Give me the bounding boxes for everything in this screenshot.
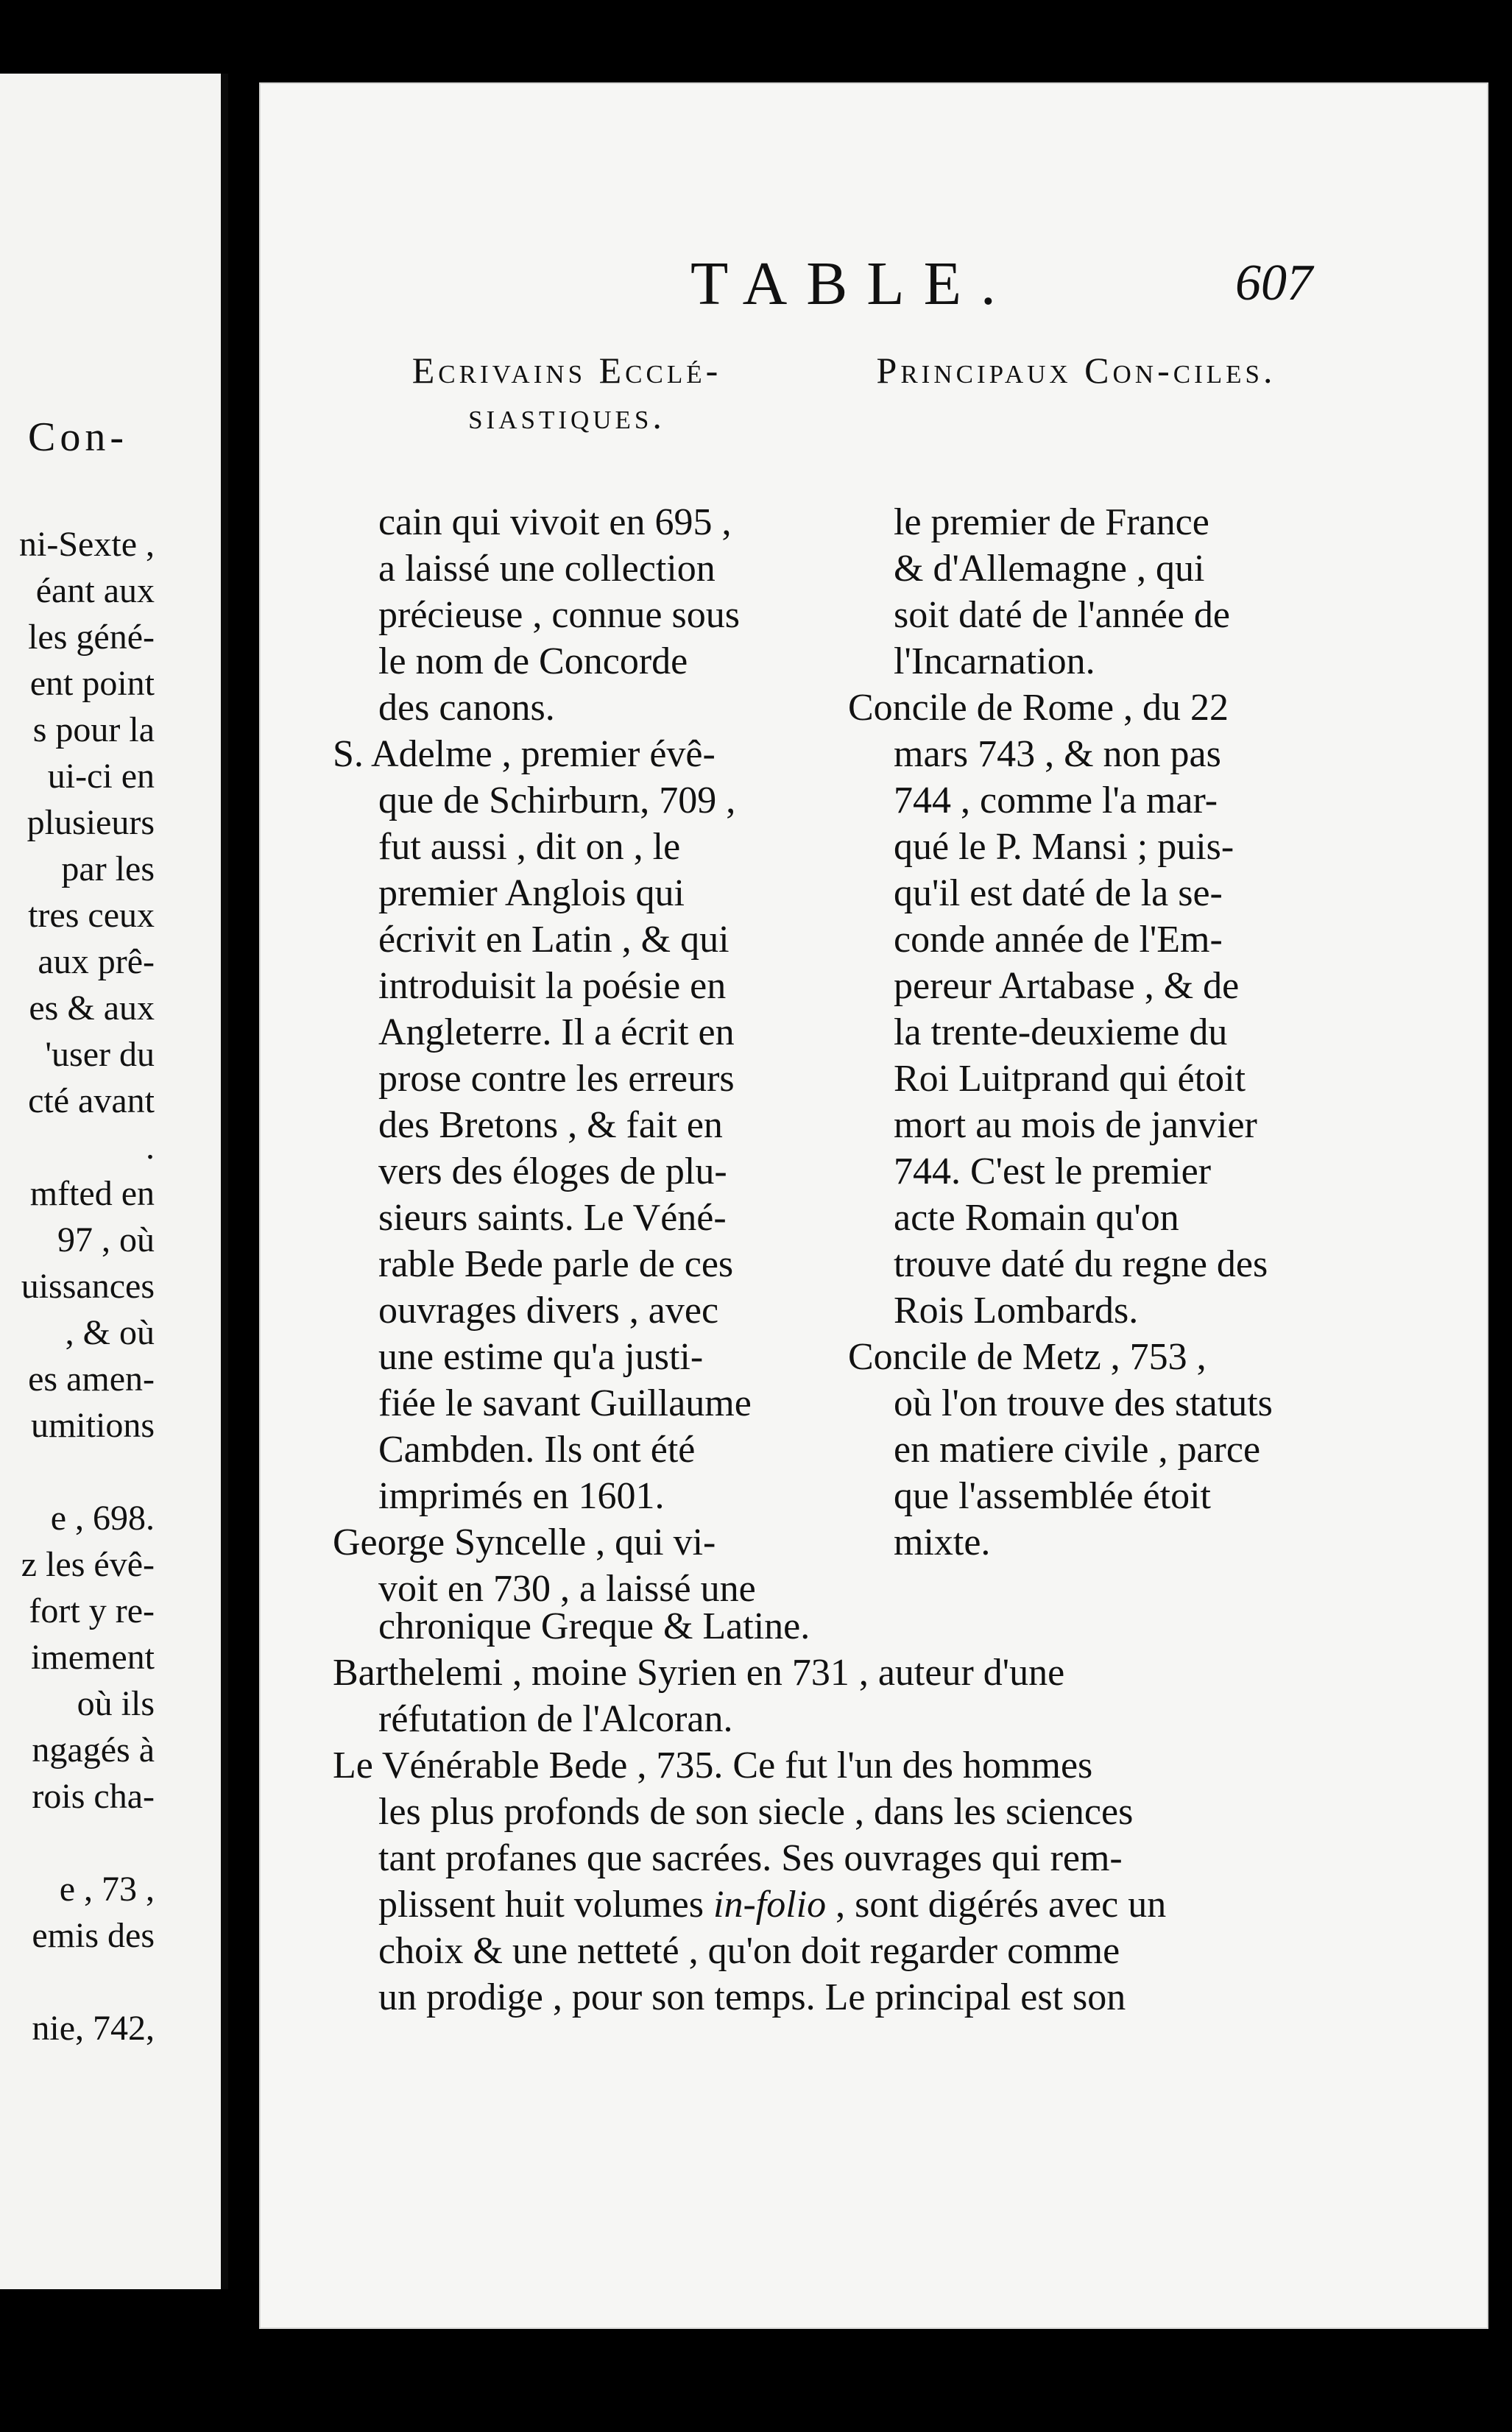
entry-line: le nom de Concorde	[378, 640, 688, 682]
entry-line: des Bretons , & fait en	[378, 1104, 723, 1146]
previous-page-line: es & aux	[29, 989, 155, 1028]
previous-page-fragment	[0, 74, 228, 2289]
entry-line: qué le P. Mansi ; puis-	[894, 826, 1234, 868]
previous-page-line: ni-Sexte ,	[19, 525, 155, 564]
entry-line: conde année de l'Em-	[894, 919, 1223, 961]
previous-page-line: aux prê-	[38, 942, 155, 981]
previous-page-line	[0, 1820, 221, 1866]
full-width-entries	[333, 1603, 1334, 2021]
line-text: Barthelemi , moine Syrien en 731 , auteur d'une	[333, 1652, 1065, 1694]
previous-page-line: où ils	[77, 1684, 155, 1723]
previous-page-line	[0, 1449, 221, 1495]
book-page	[259, 82, 1488, 2329]
line-text: plissent huit volumes	[378, 1884, 713, 1926]
line-text: tant profanes que sacrées. Ses ouvrages qui rem-	[378, 1837, 1123, 1879]
previous-page-line: 'user du	[45, 1035, 155, 1074]
italic-term: in-folio	[713, 1884, 827, 1926]
previous-page-line: nie, 742,	[32, 2009, 155, 2048]
line-text: choix & une netteté , qu'on doit regarder comme	[378, 1930, 1120, 1972]
entry-line	[333, 1974, 1334, 2021]
entry-line: soit daté de l'année de	[894, 594, 1230, 636]
previous-page-line: ngagés à	[32, 1731, 155, 1770]
entry-line	[333, 1696, 1334, 1742]
entry-line: trouve daté du regne des	[894, 1243, 1268, 1285]
previous-page-line: s pour la	[32, 710, 155, 749]
entry-line: George Syncelle , qui vi-	[333, 1521, 716, 1563]
entry-line: 744. C'est le premier	[894, 1150, 1212, 1192]
line-text: les plus profonds de son siecle , dans les sciences	[378, 1791, 1134, 1833]
entry-line: vers des éloges de plu-	[378, 1150, 727, 1192]
previous-page-line: fort y re-	[29, 1591, 155, 1630]
previous-page-line: , & où	[65, 1313, 155, 1352]
entry-line: Roi Luitprand qui étoit	[894, 1058, 1246, 1100]
entry-line: sieurs saints. Le Véné-	[378, 1197, 727, 1239]
page-title: TABLE.	[690, 250, 1015, 318]
index-entry	[848, 685, 1326, 1334]
entry-line: qu'il est daté de la se-	[894, 872, 1223, 914]
entry-line: que l'assemblée étoit	[894, 1475, 1212, 1517]
previous-page-line: éant aux	[35, 571, 155, 610]
entry-line: a laissé une collection	[378, 548, 716, 590]
entry-line	[333, 1650, 1334, 1696]
previous-page-line: imement	[31, 1638, 155, 1677]
column-ecclesiastical-writers	[333, 499, 811, 1612]
previous-page-line: mfted en	[29, 1174, 155, 1213]
previous-page-line: ui-ci en	[47, 757, 155, 796]
entry-line: & d'Allemagne , qui	[894, 548, 1205, 590]
entry-line: Concile de Rome , du 22	[848, 687, 1229, 729]
previous-page-line: cté avant	[28, 1081, 155, 1120]
entry-line	[333, 1789, 1334, 1835]
previous-page-line: umitions	[30, 1406, 155, 1445]
entry-line: ouvrages divers , avec	[378, 1290, 719, 1332]
entry-line: fiée le savant Guillaume	[378, 1382, 752, 1424]
previous-page-line: emis des	[32, 1916, 155, 1955]
index-entry	[333, 499, 811, 731]
entry-line: cain qui vivoit en 695 ,	[378, 501, 732, 543]
entry-line: la trente-deuxieme du	[894, 1011, 1228, 1053]
line-text: chronique Greque & Latine.	[378, 1605, 810, 1647]
entry-line: mort au mois de janvier	[894, 1104, 1257, 1146]
entry-line: Rois Lombards.	[894, 1290, 1139, 1332]
entry-line: pereur Artabase , & de	[894, 965, 1240, 1007]
entry-line	[333, 1835, 1334, 1881]
entry-line: mars 743 , & non pas	[894, 733, 1221, 775]
entry-line: S. Adelme , premier évê-	[333, 733, 716, 775]
entry-line	[333, 1742, 1334, 1789]
column-heading-writers: Ecrivains Ecclé-siastiques.	[411, 350, 722, 436]
entry-line: une estime qu'a justi-	[378, 1336, 704, 1378]
entry-line: Cambden. Ils ont été	[378, 1429, 696, 1471]
entry-line: fut aussi , dit on , le	[378, 826, 681, 868]
entry-line: précieuse , connue sous	[378, 594, 740, 636]
entry-line: mixte.	[894, 1521, 991, 1563]
line-text: Le Vénérable Bede , 735. Ce fut l'un des hommes	[333, 1745, 1093, 1786]
index-entry	[333, 1519, 811, 1612]
entry-line: où l'on trouve des statuts	[894, 1382, 1273, 1424]
entry-line: le premier de France	[894, 501, 1209, 543]
entry-line: que de Schirburn, 709 ,	[378, 780, 736, 821]
entry-line: rable Bede parle de ces	[378, 1243, 734, 1285]
previous-page-line: plusieurs	[27, 803, 155, 842]
previous-page-line: es amen-	[28, 1360, 155, 1399]
index-entry	[848, 499, 1326, 685]
index-entry	[333, 731, 811, 1519]
entry-line	[333, 1603, 1334, 1650]
previous-page-line: rois cha-	[32, 1777, 155, 1816]
entry-line: en matiere civile , parce	[894, 1429, 1261, 1471]
previous-page-line: ent point	[29, 664, 155, 703]
previous-page-line: z les évê-	[21, 1545, 155, 1584]
column-heading-councils: Principaux Con-ciles.	[876, 350, 1276, 391]
entry-line: prose contre les erreurs	[378, 1058, 735, 1100]
entry-line: 744 , comme l'a mar-	[894, 780, 1218, 821]
previous-page-text	[0, 521, 221, 2051]
entry-line: Angleterre. Il a écrit en	[378, 1011, 735, 1053]
previous-page-line: .	[146, 1128, 155, 1167]
previous-page-line: 97 , où	[57, 1220, 155, 1259]
previous-page-column-heading: Con-	[28, 414, 128, 460]
page-number: 607	[1235, 255, 1313, 311]
entry-line: écrivit en Latin , & qui	[378, 919, 729, 961]
entry-line	[333, 1881, 1334, 1928]
column-principal-councils	[848, 499, 1326, 1566]
entry-line: des canons.	[378, 687, 555, 729]
entry-line: premier Anglois qui	[378, 872, 685, 914]
line-text: , sont digérés avec un	[826, 1884, 1167, 1926]
previous-page-line: tres ceux	[28, 896, 155, 935]
line-text: réfutation de l'Alcoran.	[378, 1698, 733, 1740]
entry-line: acte Romain qu'on	[894, 1197, 1179, 1239]
previous-page-line: e , 73 ,	[59, 1870, 155, 1909]
line-text: un prodige , pour son temps. Le principal est son	[378, 1976, 1126, 2018]
previous-page-line	[0, 1959, 221, 2005]
entry-line: Concile de Metz , 753 ,	[848, 1336, 1207, 1378]
entry-line: introduisit la poésie en	[378, 965, 727, 1007]
entry-line: voit en 730 , a laissé une	[378, 1568, 756, 1610]
entry-line: l'Incarnation.	[894, 640, 1095, 682]
entry-line: imprimés en 1601.	[378, 1475, 665, 1517]
previous-page-line: uissances	[21, 1267, 155, 1306]
previous-page-line: par les	[61, 849, 155, 888]
index-entry	[848, 1334, 1326, 1566]
previous-page-line: les géné-	[28, 618, 155, 657]
entry-line	[333, 1928, 1334, 1974]
previous-page-line: e , 698.	[50, 1499, 155, 1538]
